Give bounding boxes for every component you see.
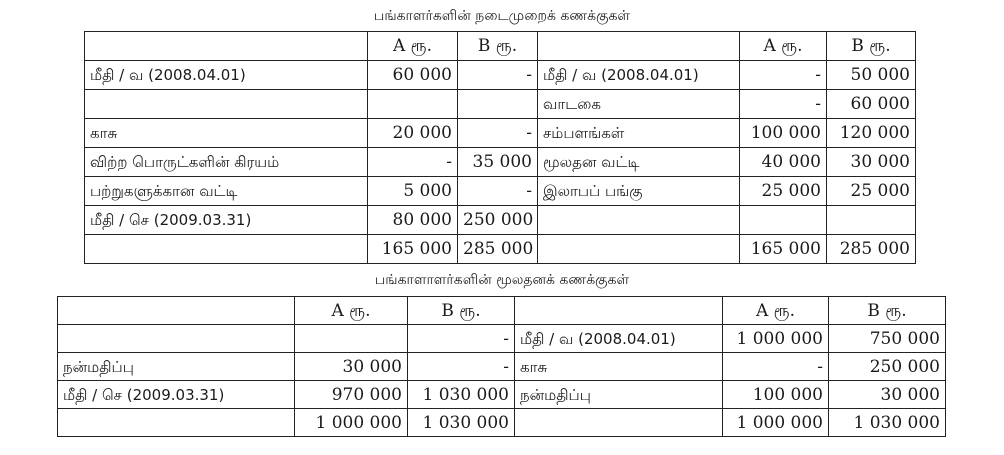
table-row: [85, 61, 916, 90]
amount-cell: -: [723, 353, 829, 381]
amount-cell: 750 000: [829, 325, 946, 353]
amount-cell: 50 000: [827, 61, 916, 90]
amount-cell: -: [368, 148, 458, 177]
amount-cell: -: [408, 325, 515, 353]
column-header: B ரூ.: [827, 32, 916, 61]
amount-cell: 25 000: [827, 177, 916, 206]
amount-cell: -: [458, 177, 538, 206]
particulars-cell: [85, 235, 368, 264]
amount-cell: 80 000: [368, 206, 458, 235]
table-row: [58, 353, 946, 381]
particulars-cell: காசு: [85, 119, 368, 148]
column-header: [515, 297, 723, 325]
amount-cell: -: [458, 119, 538, 148]
amount-cell: 20 000: [368, 119, 458, 148]
table-row: [58, 325, 946, 353]
table-row: [85, 90, 916, 119]
column-header: A ரூ.: [368, 32, 458, 61]
column-header: B ரூ.: [829, 297, 946, 325]
amount-cell: -: [740, 61, 827, 90]
amount-cell: [368, 90, 458, 119]
particulars-cell: [58, 409, 295, 437]
amount-cell: 1 030 000: [408, 381, 515, 409]
amount-cell: 1 030 000: [408, 409, 515, 437]
table-row: [85, 235, 916, 264]
amount-cell: 5 000: [368, 177, 458, 206]
amount-cell: 165 000: [740, 235, 827, 264]
amount-cell: [740, 206, 827, 235]
amount-cell: 285 000: [458, 235, 538, 264]
amount-cell: 100 000: [740, 119, 827, 148]
particulars-cell: மீதி / செ (2009.03.31): [85, 206, 368, 235]
amount-cell: -: [740, 90, 827, 119]
amount-cell: 120 000: [827, 119, 916, 148]
column-header: A ரூ.: [740, 32, 827, 61]
particulars-cell: பற்றுகளுக்கான வட்டி: [85, 177, 368, 206]
amount-cell: 35 000: [458, 148, 538, 177]
table-row: [58, 409, 946, 437]
column-header: [58, 297, 295, 325]
amount-cell: 40 000: [740, 148, 827, 177]
table-row: [85, 148, 916, 177]
amount-cell: -: [458, 61, 538, 90]
amount-cell: 100 000: [723, 381, 829, 409]
amount-cell: 1 000 000: [295, 409, 408, 437]
particulars-cell: நன்மதிப்பு: [515, 381, 723, 409]
amount-cell: [458, 90, 538, 119]
column-header: A ரூ.: [723, 297, 829, 325]
table-row: [85, 206, 916, 235]
particulars-cell: [538, 235, 740, 264]
header-row: [85, 32, 916, 61]
column-header: [85, 32, 368, 61]
particulars-cell: மீதி / வ (2008.04.01): [515, 325, 723, 353]
particulars-cell: [515, 409, 723, 437]
amount-cell: 30 000: [295, 353, 408, 381]
table-row: [85, 119, 916, 148]
column-header: B ரூ.: [408, 297, 515, 325]
amount-cell: 25 000: [740, 177, 827, 206]
particulars-cell: மீதி / வ (2008.04.01): [85, 61, 368, 90]
table-row: [58, 381, 946, 409]
capital-accounts-title: பங்காளாளர்களின் மூலதனக் கணக்குகள்: [374, 272, 630, 288]
header-row: [58, 297, 946, 325]
particulars-cell: காசு: [515, 353, 723, 381]
current-accounts-title: பங்காளர்களின் நடைமுறைக் கணக்குகள்: [373, 8, 631, 24]
particulars-cell: சம்பளங்கள்: [538, 119, 740, 148]
amount-cell: -: [408, 353, 515, 381]
amount-cell: 285 000: [827, 235, 916, 264]
amount-cell: [295, 325, 408, 353]
amount-cell: 1 030 000: [829, 409, 946, 437]
particulars-cell: மீதி / செ (2009.03.31): [58, 381, 295, 409]
table-row: [85, 177, 916, 206]
particulars-cell: வாடகை: [538, 90, 740, 119]
particulars-cell: நன்மதிப்பு: [58, 353, 295, 381]
column-header: [538, 32, 740, 61]
column-header: A ரூ.: [295, 297, 408, 325]
amount-cell: 30 000: [829, 381, 946, 409]
amount-cell: 60 000: [368, 61, 458, 90]
particulars-cell: [538, 206, 740, 235]
amount-cell: [827, 206, 916, 235]
amount-cell: 250 000: [829, 353, 946, 381]
column-header: B ரூ.: [458, 32, 538, 61]
current-accounts-table: [84, 31, 916, 264]
amount-cell: 970 000: [295, 381, 408, 409]
particulars-cell: மீதி / வ (2008.04.01): [538, 61, 740, 90]
particulars-cell: விற்ற பொருட்களின் கிரயம்: [85, 148, 368, 177]
capital-accounts-table: [57, 296, 946, 437]
particulars-cell: மூலதன வட்டி: [538, 148, 740, 177]
particulars-cell: [85, 90, 368, 119]
particulars-cell: இலாபப் பங்கு: [538, 177, 740, 206]
amount-cell: 30 000: [827, 148, 916, 177]
amount-cell: 1 000 000: [723, 325, 829, 353]
amount-cell: 60 000: [827, 90, 916, 119]
amount-cell: 165 000: [368, 235, 458, 264]
particulars-cell: [58, 325, 295, 353]
amount-cell: 1 000 000: [723, 409, 829, 437]
amount-cell: 250 000: [458, 206, 538, 235]
